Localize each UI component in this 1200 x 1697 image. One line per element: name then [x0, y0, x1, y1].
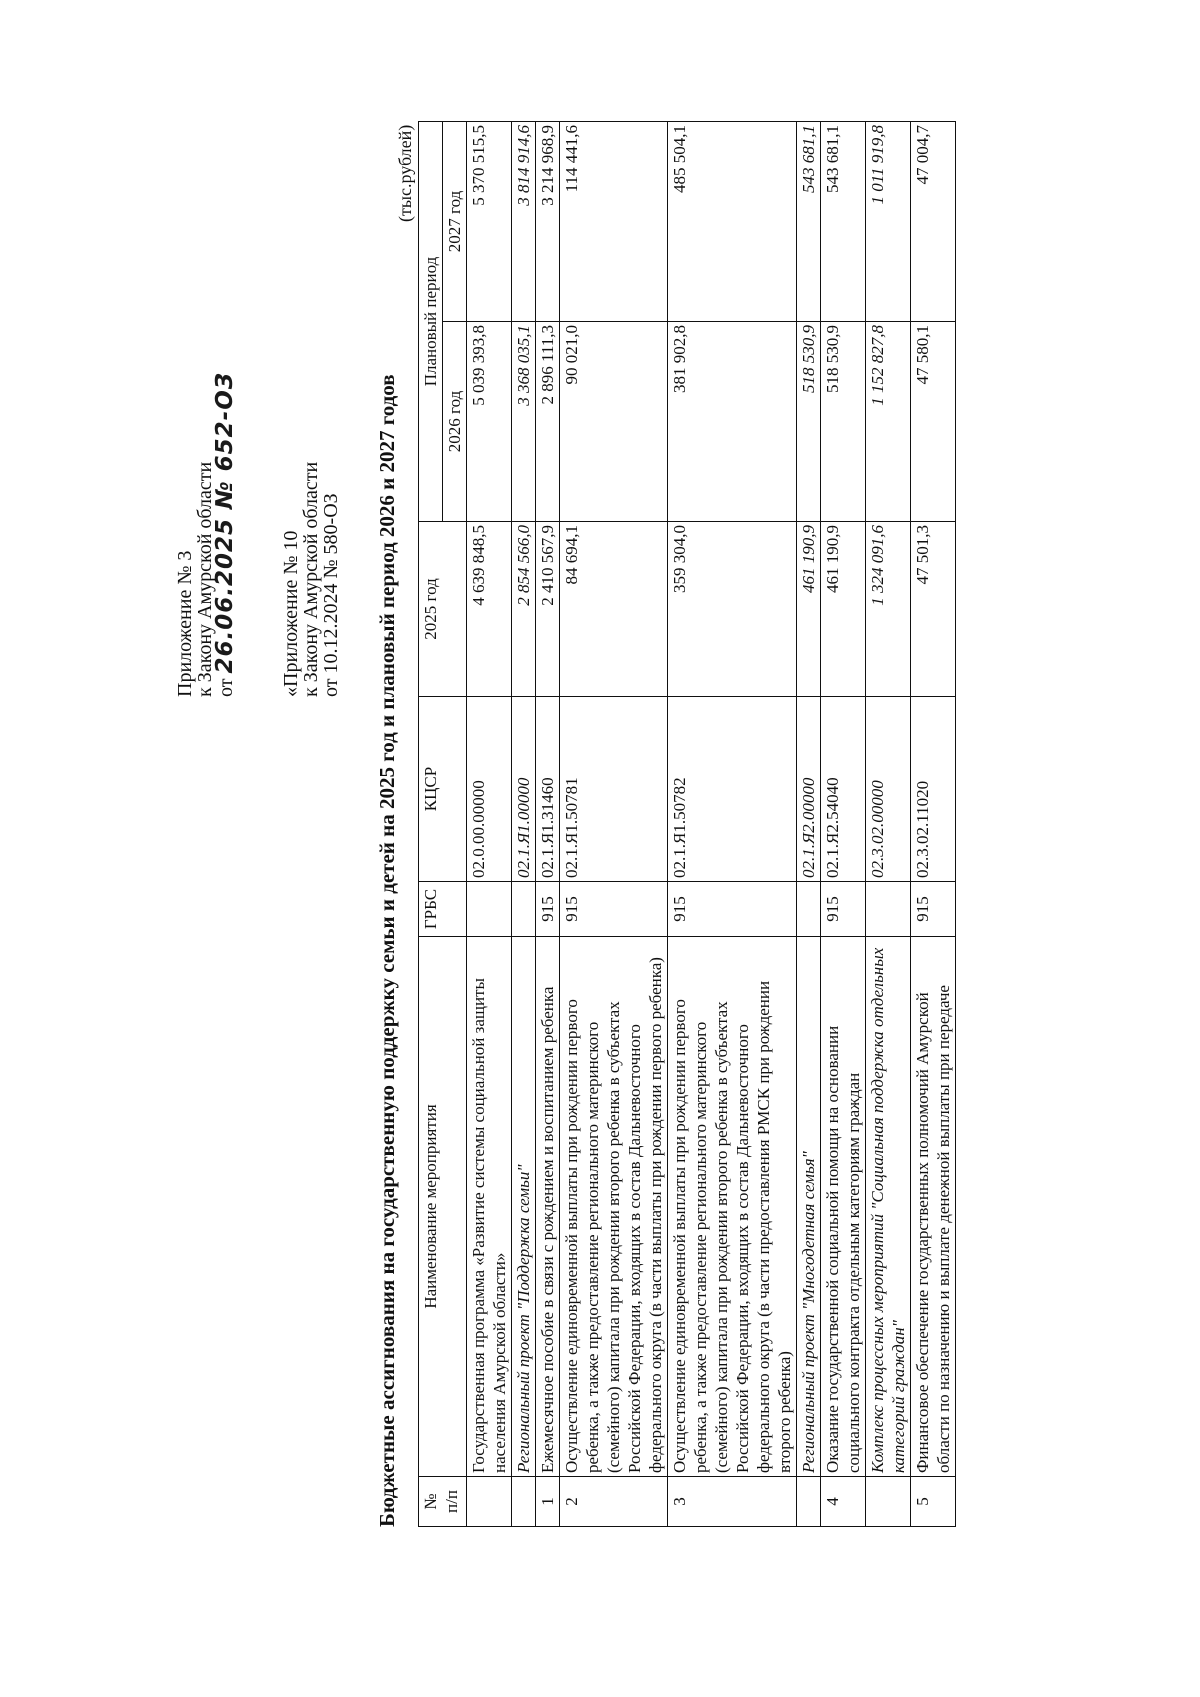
row-2027: 543 681,1: [797, 121, 821, 321]
row-number: 2: [560, 1477, 668, 1527]
row-2027: 3 214 968,9: [536, 121, 560, 321]
row-2025: 2 410 567,9: [536, 522, 560, 697]
table-row: [866, 121, 911, 1526]
unit-label: (тыс.рублей): [395, 124, 415, 222]
budget-table: [418, 121, 956, 1527]
header-2026: 2026 год: [443, 322, 467, 522]
row-2025: 1 324 091,6: [866, 522, 911, 697]
quoted-law-ref: к Закону Амурской области: [300, 461, 322, 697]
header-grbs: ГРБС: [419, 882, 467, 937]
row-name: Финансовое обеспечение государственных полномочий Амурской области по назначению и выплате денежной выплаты при передаче: [911, 937, 956, 1477]
row-2026: 47 580,1: [911, 322, 956, 522]
table-row: [797, 121, 821, 1526]
row-2027: 47 004,7: [911, 121, 956, 321]
row-number: [866, 1477, 911, 1527]
table-row: [512, 121, 536, 1526]
table-row: [536, 121, 560, 1526]
quoted-appendix-title: «Приложение № 10: [280, 530, 302, 697]
row-kcsr: 02.1.Я1.50782: [668, 697, 797, 882]
header-num: № п/п: [419, 1477, 467, 1527]
appendix-date-line: [212, 371, 238, 697]
row-2026: 518 530,9: [797, 322, 821, 522]
row-2025: 4 639 848,5: [467, 522, 512, 697]
document-title: Бюджетные ассигнования на государственную поддержку семьи и детей на 2025 год и плановый период 2026 и 2027 годов: [375, 374, 399, 1527]
row-2026: 90 021,0: [560, 322, 668, 522]
row-kcsr: 02.1.Я1.00000: [512, 697, 536, 882]
table-row: [821, 121, 866, 1526]
appendix-title: Приложение № 3: [174, 550, 196, 697]
appendix-header: [175, 372, 341, 697]
row-name: Ежемесячное пособие в связи с рождением и воспитанием ребенка: [536, 937, 560, 1477]
row-2027: 543 681,1: [821, 121, 866, 321]
row-grbs: 915: [668, 882, 797, 937]
row-grbs: [866, 882, 911, 937]
row-number: [512, 1477, 536, 1527]
table-row: [911, 121, 956, 1526]
row-2025: 2 854 566,0: [512, 522, 536, 697]
row-name: Региональный проект "Поддержка семьи": [512, 937, 536, 1477]
row-name: Региональный проект "Многодетная семья": [797, 937, 821, 1477]
row-2027: 5 370 515,5: [467, 121, 512, 321]
row-name: Государственная программа «Развитие системы социальной защиты населения Амурской области»: [467, 937, 512, 1477]
row-2026: 2 896 111,3: [536, 322, 560, 522]
header-2027: 2027 год: [443, 121, 467, 321]
row-number: [797, 1477, 821, 1527]
table-row: [467, 121, 512, 1526]
row-kcsr: 02.1.Я2.00000: [797, 697, 821, 882]
header-kcsr: КЦСР: [419, 697, 467, 882]
row-name: Осуществление единовременной выплаты при рождении первого ребенка, а также предоставление регионального материнского (семейного) капитала при рождении второго ребенка в субъектах Российской Федерации, входящих в состав Дальневосточного федерального округа (в части предоставления РМСК при рождении второго ребенка): [668, 937, 797, 1477]
quoted-date-line: от 10.12.2024 № 580-ОЗ: [320, 493, 342, 697]
row-2027: 1 011 919,8: [866, 121, 911, 321]
row-name: Осуществление единовременной выплаты при рождении первого ребенка, а также предоставление регионального материнского (семейного) капитала при рождении второго ребенка в субъектах Российской Федерации, входящих в состав Дальневосточного федерального округа (в части выплаты при рождении первого ребенка): [560, 937, 668, 1477]
table-row: [560, 121, 668, 1526]
row-name: Комплекс процессных мероприятий "Социальная поддержка отдельных категорий граждан": [866, 937, 911, 1477]
row-grbs: [467, 882, 512, 937]
row-number: 1: [536, 1477, 560, 1527]
row-kcsr: 02.3.02.11020: [911, 697, 956, 882]
row-2026: 5 039 393,8: [467, 322, 512, 522]
row-kcsr: 02.1.Я1.50781: [560, 697, 668, 882]
row-kcsr: 02.3.02.00000: [866, 697, 911, 882]
row-grbs: 915: [911, 882, 956, 937]
header-planned-period: Плановый период: [419, 121, 443, 521]
row-grbs: [797, 882, 821, 937]
row-2026: 381 902,8: [668, 322, 797, 522]
row-number: 5: [911, 1477, 956, 1527]
row-grbs: 915: [560, 882, 668, 937]
row-2025: 84 694,1: [560, 522, 668, 697]
appendix-law-ref: к Закону Амурской области: [194, 461, 216, 697]
row-kcsr: 02.0.00.00000: [467, 697, 512, 882]
row-2027: 485 504,1: [668, 121, 797, 321]
row-2027: 3 814 914,6: [512, 121, 536, 321]
row-2026: 3 368 035,1: [512, 322, 536, 522]
row-2025: 461 190,9: [797, 522, 821, 697]
row-name: Оказание государственной социальной помощи на основании социального контракта отдельным категориям граждан: [821, 937, 866, 1477]
row-2025: 461 190,9: [821, 522, 866, 697]
row-2025: 47 501,3: [911, 522, 956, 697]
table-row: [668, 121, 797, 1526]
row-number: 3: [668, 1477, 797, 1527]
row-number: 4: [821, 1477, 866, 1527]
row-grbs: [512, 882, 536, 937]
handwritten-date-number: 26.06.2025 № 652-ОЗ: [212, 371, 238, 674]
header-2025: 2025 год: [419, 522, 467, 697]
row-2026: 1 152 827,8: [866, 322, 911, 522]
row-grbs: 915: [536, 882, 560, 937]
row-2025: 359 304,0: [668, 522, 797, 697]
table-header-row: [419, 121, 443, 1526]
row-2027: 114 441,6: [560, 121, 668, 321]
row-kcsr: 02.1.Я1.31460: [536, 697, 560, 882]
row-number: [467, 1477, 512, 1527]
row-grbs: 915: [821, 882, 866, 937]
row-kcsr: 02.1.Я2.54040: [821, 697, 866, 882]
date-prefix: от: [215, 678, 237, 697]
header-name: Наименование мероприятия: [419, 937, 467, 1477]
row-2026: 518 530,9: [821, 322, 866, 522]
